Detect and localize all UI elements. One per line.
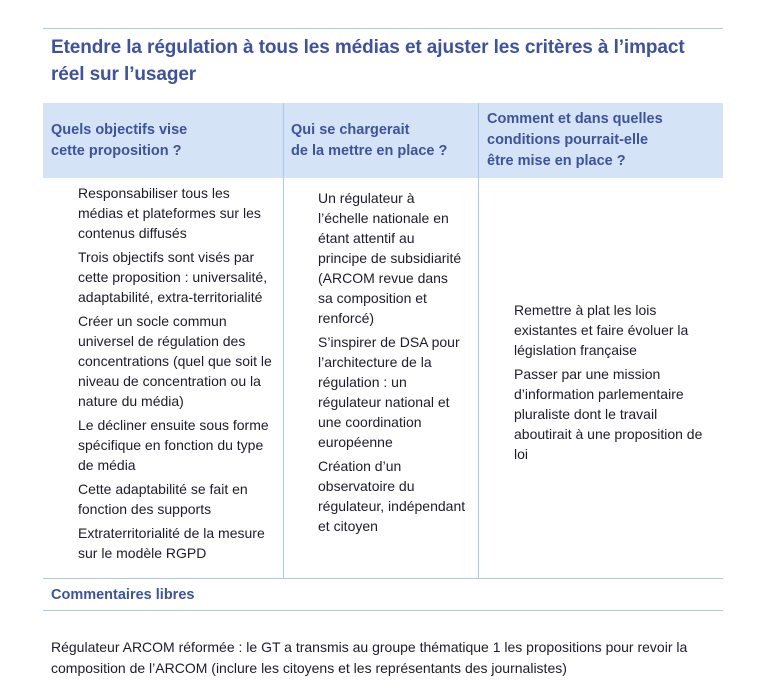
objectives-cell (78, 183, 278, 567)
comments-rule (43, 610, 723, 611)
column-header-responsible: Qui se chargerait de la mettre en place ? (291, 121, 448, 159)
list-item: Le décliner ensuite sous forme spécifique en fonction du type de média (78, 417, 269, 473)
column-divider (283, 103, 284, 578)
list-item: Passer par une mission d’information parlementaire pluraliste dont le travail aboutirait à une proposition de loi (514, 366, 703, 462)
list-item: Extraterritorialité de la mesure sur le modèle RGPD (78, 525, 265, 561)
comments-heading: Commentaires libres (51, 587, 195, 603)
list-item: S’inspirer de DSA pour l’architecture de la régulation : un régulateur national et une coordination européenne (318, 334, 460, 450)
column-header-conditions: Comment et dans quelles conditions pourrait-elle être mise en place ? (487, 111, 663, 169)
column-divider (478, 103, 479, 578)
column-header-objectives: Quels objectifs vise cette proposition ? (51, 121, 188, 159)
list-item: Trois objectifs sont visés par cette proposition : universalité, adaptabilité, extra-territorialité (78, 249, 268, 305)
table-bottom-rule (43, 578, 723, 579)
list-item: Remettre à plat les lois existantes et faire évoluer la législation française (514, 302, 689, 358)
page-title: Etendre la régulation à tous les médias et ajuster les critères à l’impact réel sur l’usager (51, 37, 685, 85)
conditions-cell (514, 300, 709, 468)
comments-text: Régulateur ARCOM réformée : le GT a transmis au groupe thématique 1 les propositions pour revoir la composition de l’ARCOM (inclure les citoyens et les représentants des journalistes) (51, 639, 688, 676)
responsible-cell (318, 188, 466, 540)
list-item: Responsabiliser tous les médias et plateformes sur les contenus diffusés (78, 185, 261, 241)
list-item: Création d’un observatoire du régulateur, indépendant et citoyen (318, 458, 466, 534)
top-rule (43, 28, 723, 29)
list-item: Cette adaptabilité se fait en fonction des supports (78, 481, 248, 517)
list-item: Un régulateur à l’échelle nationale en étant attentif au principe de subsidiarité (ARCOM revue dans sa composition et renforcé) (318, 190, 462, 326)
list-item: Créer un socle commun universel de régulation des concentrations (quel que soit le niveau de concentration ou la nature du média) (78, 313, 272, 409)
